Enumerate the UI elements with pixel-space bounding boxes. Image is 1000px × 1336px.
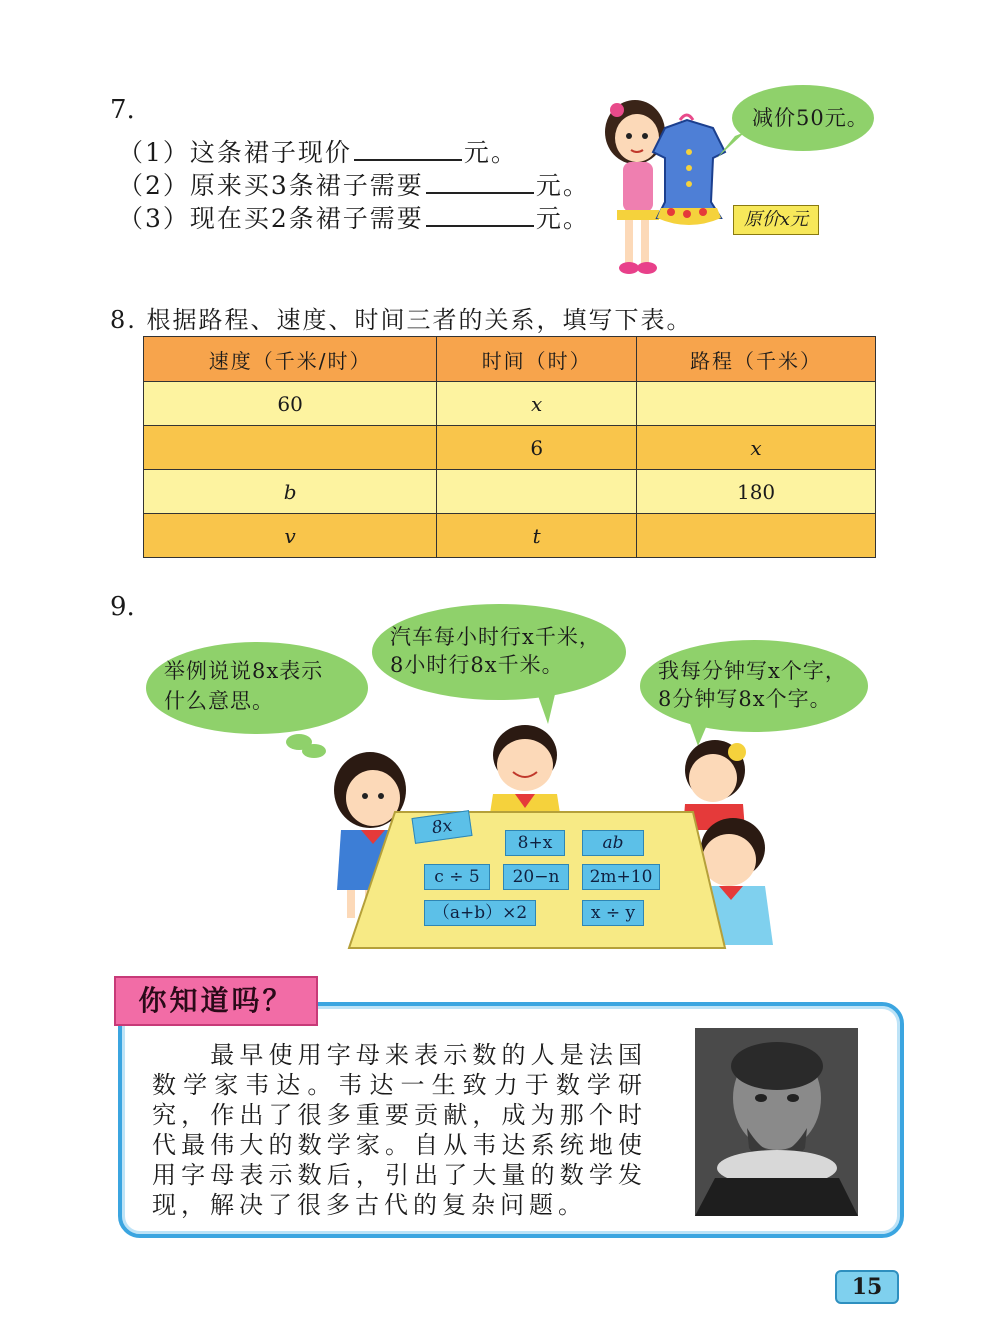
did-you-know-title: 你知道吗？ xyxy=(114,976,318,1026)
expression-card: ab xyxy=(582,830,644,856)
speech-bubble-right xyxy=(640,640,868,732)
thought-dot xyxy=(302,744,326,758)
bubble-tail xyxy=(715,132,755,162)
bubble-text-line-1: 我每分钟写x个字， xyxy=(658,659,847,683)
table-cell-blank[interactable] xyxy=(144,426,437,470)
line-suffix: 元。 xyxy=(535,204,590,233)
table-cell: x xyxy=(637,426,876,470)
table-cell: 180 xyxy=(637,470,876,514)
question-7-line-3 xyxy=(118,199,590,235)
header-distance: 路程（千米） xyxy=(637,337,876,382)
page-number: 15 xyxy=(835,1270,899,1304)
line-prefix: （1）这条裙子现价 xyxy=(118,138,352,167)
expression-card: 2m+10 xyxy=(582,864,660,890)
viete-portrait xyxy=(695,1028,858,1216)
answer-blank[interactable] xyxy=(426,172,534,194)
table-cell: b xyxy=(144,470,437,514)
line-prefix: （2）原来买3条裙子需要 xyxy=(118,171,424,200)
question-8-title: 8. 根据路程、速度、时间三者的关系，填写下表。 xyxy=(110,306,693,334)
table-cell: v xyxy=(144,514,437,558)
expression-card: （a+b）×2 xyxy=(424,900,536,926)
original-price-tag: 原价x元 xyxy=(733,205,819,235)
table-cell-blank[interactable] xyxy=(637,514,876,558)
question-7-line-1 xyxy=(118,133,518,169)
bubble-text-line-2: 什么意思。 xyxy=(164,689,274,713)
line-prefix: （3）现在买2条裙子需要 xyxy=(118,204,424,233)
bubble-text-line-1: 举例说说8x表示 xyxy=(164,659,324,683)
header-speed: 速度（千米/时） xyxy=(144,337,437,382)
expression-card: x ÷ y xyxy=(582,900,644,926)
line-suffix: 元。 xyxy=(463,138,518,167)
question-9-number: 9. xyxy=(110,592,135,622)
table-cell-blank[interactable] xyxy=(637,382,876,426)
held-card: 8x xyxy=(411,810,472,844)
expression-card: 8+x xyxy=(505,830,565,856)
question-7-line-2 xyxy=(118,166,590,202)
answer-blank[interactable] xyxy=(354,139,462,161)
table-cell: 60 xyxy=(144,382,437,426)
bubble-text-line-2: 8小时行8x千米。 xyxy=(390,653,564,677)
bubble-text-line-1: 汽车每小时行x千米， xyxy=(390,625,601,649)
header-time: 时间（时） xyxy=(437,337,637,382)
table-cell: t xyxy=(437,514,637,558)
question-7-number: 7. xyxy=(110,95,135,125)
bubble-text: 减价50元。 xyxy=(752,106,869,130)
expression-card: c ÷ 5 xyxy=(424,864,490,890)
speech-bubble-middle xyxy=(372,604,626,700)
table-cell-blank[interactable] xyxy=(437,470,637,514)
speed-time-distance-table xyxy=(143,336,876,558)
line-suffix: 元。 xyxy=(535,171,590,200)
table-cell: 6 xyxy=(437,426,637,470)
answer-blank[interactable] xyxy=(426,205,534,227)
expression-card: 20−n xyxy=(503,864,569,890)
did-you-know-text: 最早使用字母来表示数的人是法国数学家韦达。韦达一生致力于数学研究，作出了很多重要贡献，成为那个时代最伟大的数学家。自从韦达系统地使用字母表示数后，引出了大量的数学发现，解决了很多古代的复杂问题。 xyxy=(152,1041,647,1219)
table-cell: x xyxy=(437,382,637,426)
girl-with-dress-illustration xyxy=(595,92,735,282)
bubble-text-line-2: 8分钟写8x个字。 xyxy=(658,687,832,711)
